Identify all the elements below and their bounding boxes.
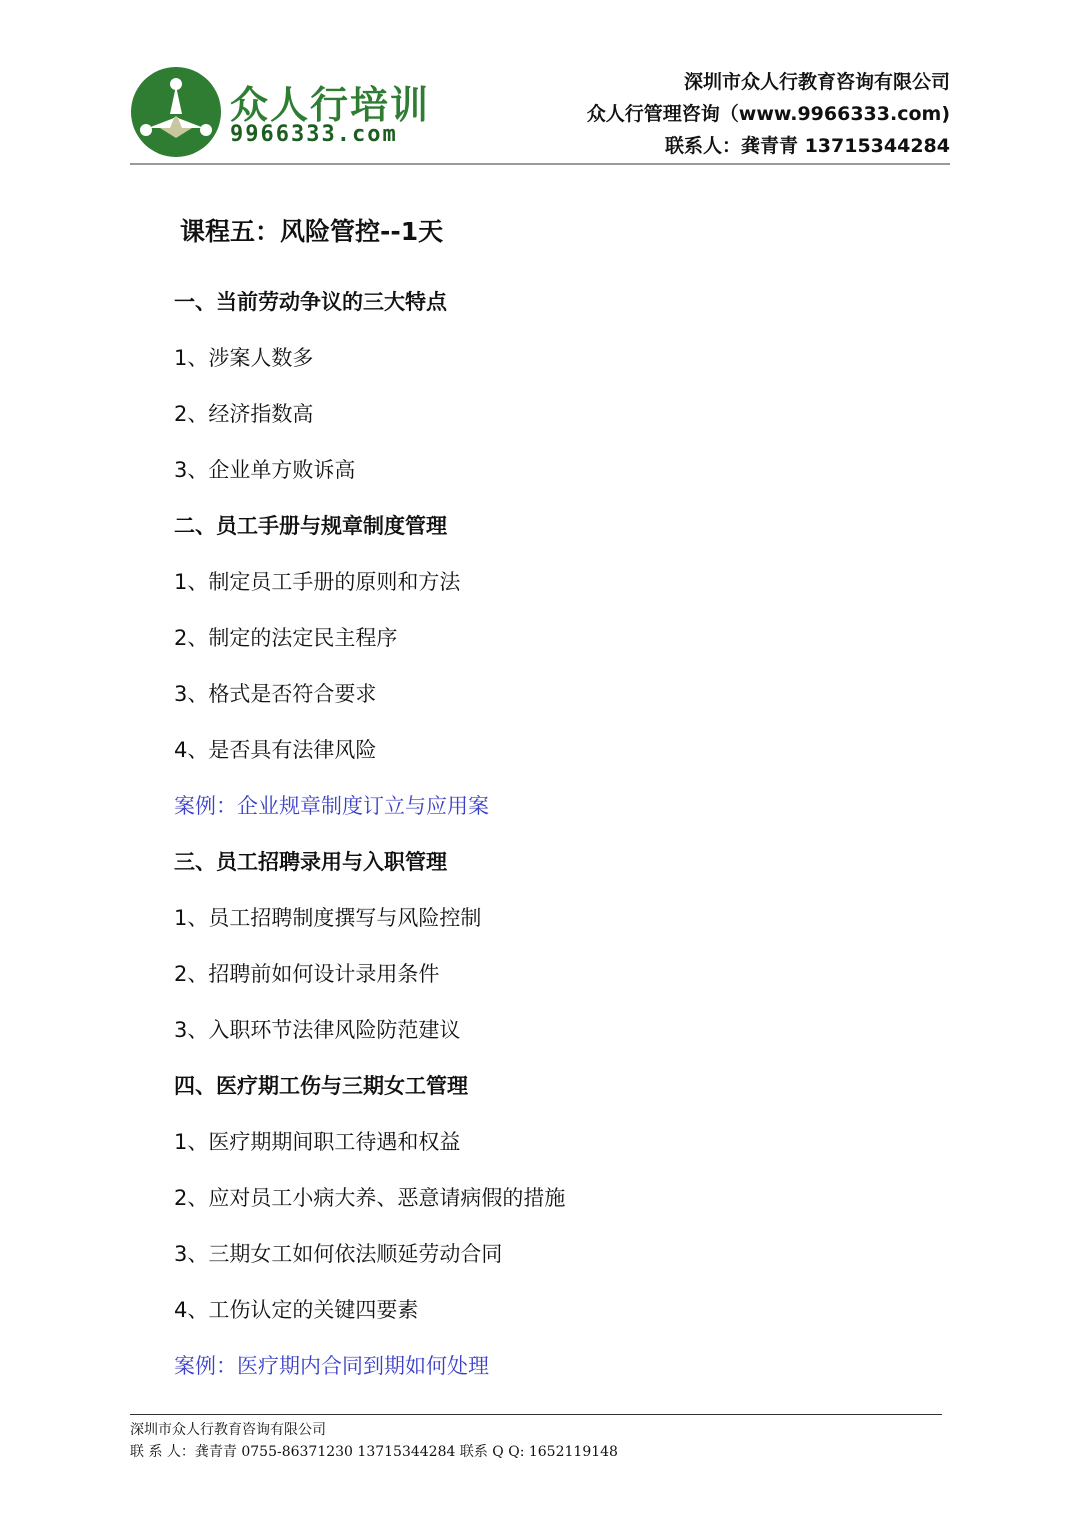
outline-item: 3、三期女工如何依法顺延劳动合同 — [174, 1242, 503, 1266]
footer-contact: 联 系 人：龚青青 0755-86371230 13715344284 联系 Q Q: 1652119148 — [130, 1444, 618, 1460]
company-name: 深圳市众人行教育咨询有限公司 — [683, 71, 950, 93]
outline-item: 2、应对员工小病大养、恶意请病假的措施 — [174, 1186, 566, 1210]
outline-item: 1、医疗期期间职工待遇和权益 — [174, 1130, 461, 1154]
page-footer — [130, 1414, 942, 1463]
logo-emblem-icon — [130, 66, 222, 158]
course-title: 课程五：风险管控--1天 — [180, 217, 444, 246]
section-heading: 二、员工手册与规章制度管理 — [174, 514, 447, 538]
outline-item: 4、是否具有法律风险 — [174, 738, 377, 762]
section-heading: 一、当前劳动争议的三大特点 — [174, 290, 447, 314]
section-heading: 三、员工招聘录用与入职管理 — [174, 850, 447, 874]
logo-url: 9966333.com — [230, 122, 398, 147]
company-website: 众人行管理咨询（www.9966333.com) — [586, 103, 950, 125]
outline-item: 1、制定员工手册的原则和方法 — [174, 570, 461, 594]
company-contact: 联系人：龚青青 13715344284 — [664, 135, 950, 157]
section-heading: 四、医疗期工伤与三期女工管理 — [174, 1074, 468, 1098]
outline-item: 2、制定的法定民主程序 — [174, 626, 398, 650]
outline-item: 1、涉案人数多 — [174, 346, 314, 370]
course-outline — [174, 274, 934, 1394]
logo-title: 众人行培训 — [230, 82, 431, 127]
case-study: 案例：企业规章制度订立与应用案 — [174, 794, 489, 818]
outline-item: 2、经济指数高 — [174, 402, 314, 426]
company-info — [587, 66, 950, 162]
outline-item: 3、入职环节法律风险防范建议 — [174, 1018, 461, 1042]
outline-item: 3、企业单方败诉高 — [174, 458, 356, 482]
company-logo — [130, 64, 430, 156]
outline-item: 3、格式是否符合要求 — [174, 682, 377, 706]
footer-company: 深圳市众人行教育咨询有限公司 — [130, 1422, 326, 1438]
page-header — [130, 60, 950, 165]
case-study: 案例：医疗期内合同到期如何处理 — [174, 1354, 489, 1378]
outline-item: 4、工伤认定的关键四要素 — [174, 1298, 419, 1322]
outline-item: 2、招聘前如何设计录用条件 — [174, 962, 440, 986]
outline-item: 1、员工招聘制度撰写与风险控制 — [174, 906, 482, 930]
